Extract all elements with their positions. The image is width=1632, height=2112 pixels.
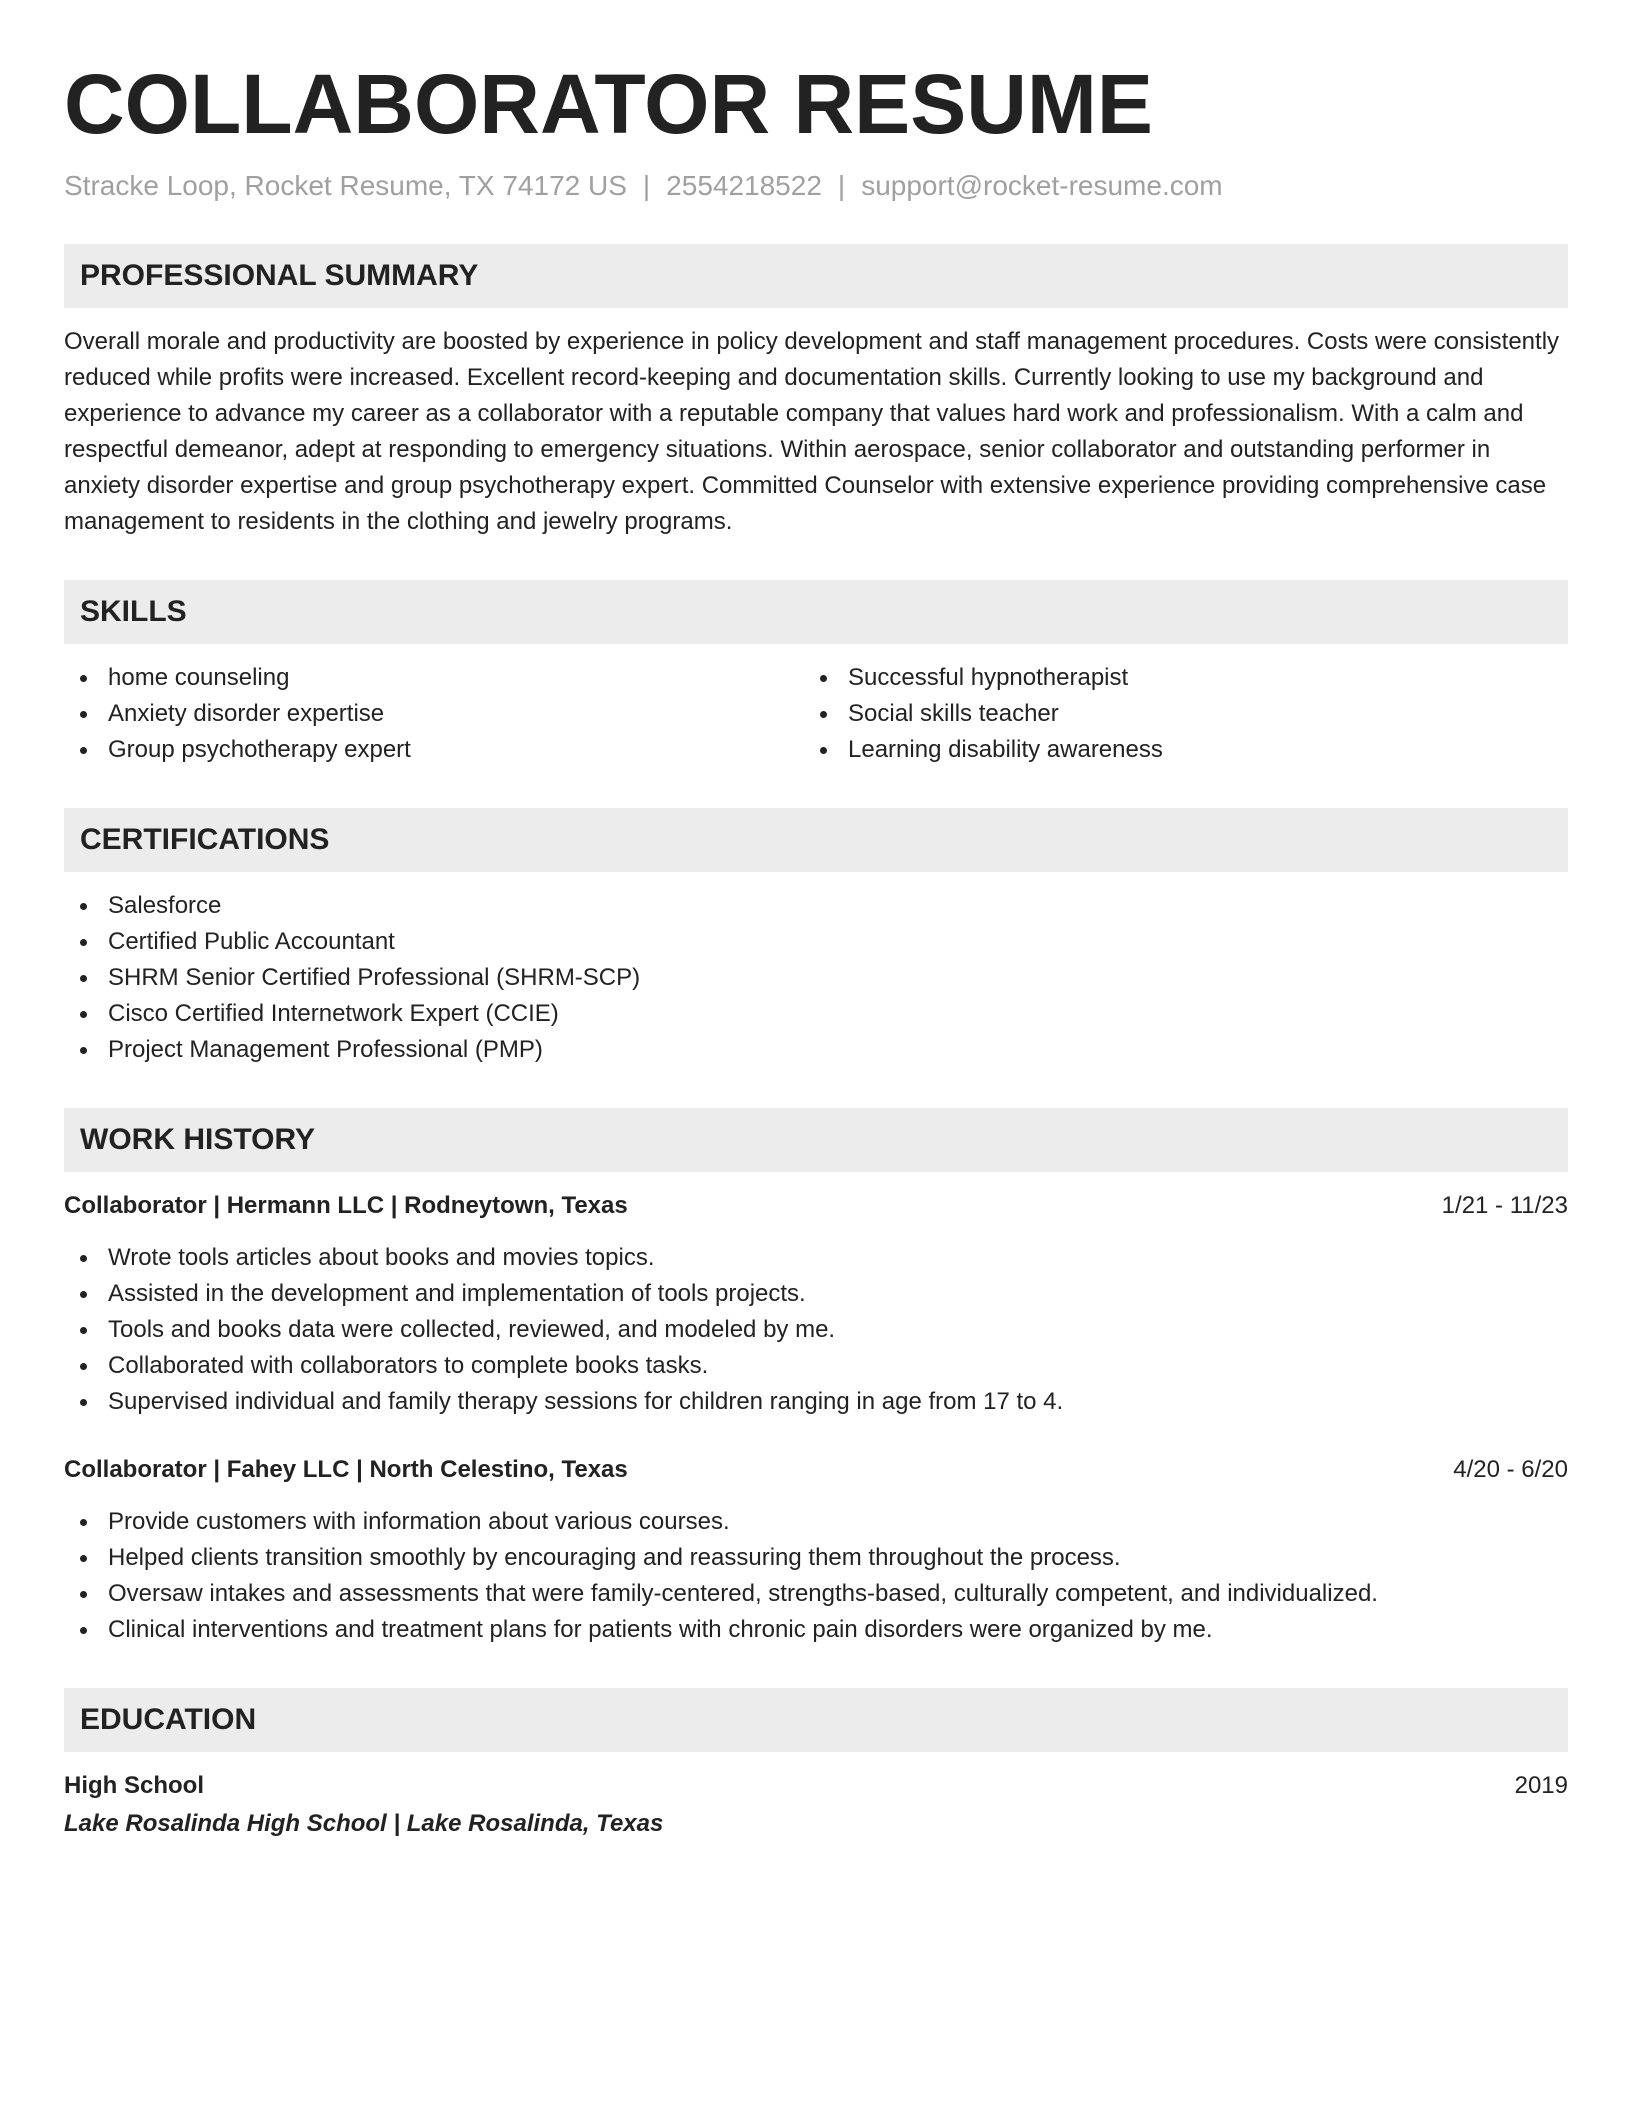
skills-list: [64, 660, 1568, 768]
section-heading-work-history: WORK HISTORY: [64, 1108, 1568, 1172]
skill-item: Group psychotherapy expert: [64, 732, 804, 768]
job-dates: 1/21 - 11/23: [1441, 1192, 1568, 1219]
job-bullet: Oversaw intakes and assessments that were family-centered, strengths-based, culturally competent, and individualized.: [64, 1576, 1568, 1612]
job-bullet: Collaborated with collaborators to complete books tasks.: [64, 1348, 1568, 1384]
section-heading-education: EDUCATION: [64, 1688, 1568, 1752]
skill-item: Anxiety disorder expertise: [64, 696, 804, 732]
education-school: Lake Rosalinda High School | Lake Rosalinda, Texas: [64, 1810, 664, 1837]
contact-separator: |: [642, 170, 651, 201]
job-bullet: Tools and books data were collected, reviewed, and modeled by me.: [64, 1312, 1568, 1348]
job-header: [64, 1452, 1568, 1488]
certification-item: Cisco Certified Internetwork Expert (CCIE): [64, 996, 1568, 1032]
job-bullet: Helped clients transition smoothly by encouraging and reassuring them throughout the process.: [64, 1540, 1568, 1576]
job-entry: [64, 1452, 1568, 1648]
skills-column-left: [64, 660, 804, 768]
skill-item: Social skills teacher: [804, 696, 1544, 732]
job-bullet: Supervised individual and family therapy sessions for children ranging in age from 17 to 4.: [64, 1384, 1568, 1420]
certifications-list: [64, 888, 1568, 1068]
job-header: [64, 1188, 1568, 1224]
section-heading-summary: PROFESSIONAL SUMMARY: [64, 244, 1568, 308]
skills-column-right: [804, 660, 1544, 768]
contact-email: support@rocket-resume.com: [861, 170, 1223, 201]
contact-separator: |: [837, 170, 846, 201]
section-heading-certifications: CERTIFICATIONS: [64, 808, 1568, 872]
section-heading-skills: SKILLS: [64, 580, 1568, 644]
certification-item: Project Management Professional (PMP): [64, 1032, 1568, 1068]
certification-item: SHRM Senior Certified Professional (SHRM-SCP): [64, 960, 1568, 996]
contact-address: Stracke Loop, Rocket Resume, TX 74172 US: [64, 170, 627, 201]
job-bullets: [64, 1504, 1568, 1648]
job-bullet: Assisted in the development and implementation of tools projects.: [64, 1276, 1568, 1312]
job-dates: 4/20 - 6/20: [1453, 1456, 1568, 1483]
certification-item: Certified Public Accountant: [64, 924, 1568, 960]
skill-item: Successful hypnotherapist: [804, 660, 1544, 696]
resume-title: COLLABORATOR RESUME: [64, 57, 1153, 151]
education-degree: High School: [64, 1772, 204, 1799]
contact-line: [64, 168, 1568, 204]
education-year: 2019: [1514, 1772, 1568, 1799]
skill-item: Learning disability awareness: [804, 732, 1544, 768]
job-title: Collaborator | Fahey LLC | North Celestino, Texas: [64, 1456, 628, 1483]
job-bullet: Clinical interventions and treatment plans for patients with chronic pain disorders were organized by me.: [64, 1612, 1568, 1648]
education-header: [64, 1768, 1568, 1804]
job-title: Collaborator | Hermann LLC | Rodneytown, Texas: [64, 1192, 628, 1219]
job-bullet: Wrote tools articles about books and movies topics.: [64, 1240, 1568, 1276]
job-bullet: Provide customers with information about various courses.: [64, 1504, 1568, 1540]
certification-item: Salesforce: [64, 888, 1568, 924]
skill-item: home counseling: [64, 660, 804, 696]
job-entry: [64, 1188, 1568, 1420]
job-bullets: [64, 1240, 1568, 1420]
summary-text: Overall morale and productivity are boosted by experience in policy development and staff management procedures. Costs were consistently reduced while profits were increased. Excellent record-keeping and documentation skills. Currently looking to use my background and experience to advance my career as a collaborator with a reputable company that values hard work and professionalism. With a calm and respectful demeanor, adept at responding to emergency situations. Within aerospace, senior collaborator and outstanding performer in anxiety disorder expertise and group psychotherapy expert. Committed Counselor with extensive experience providing comprehensive case management to residents in the clothing and jewelry programs.: [64, 328, 1560, 535]
contact-phone: 2554218522: [666, 170, 822, 201]
